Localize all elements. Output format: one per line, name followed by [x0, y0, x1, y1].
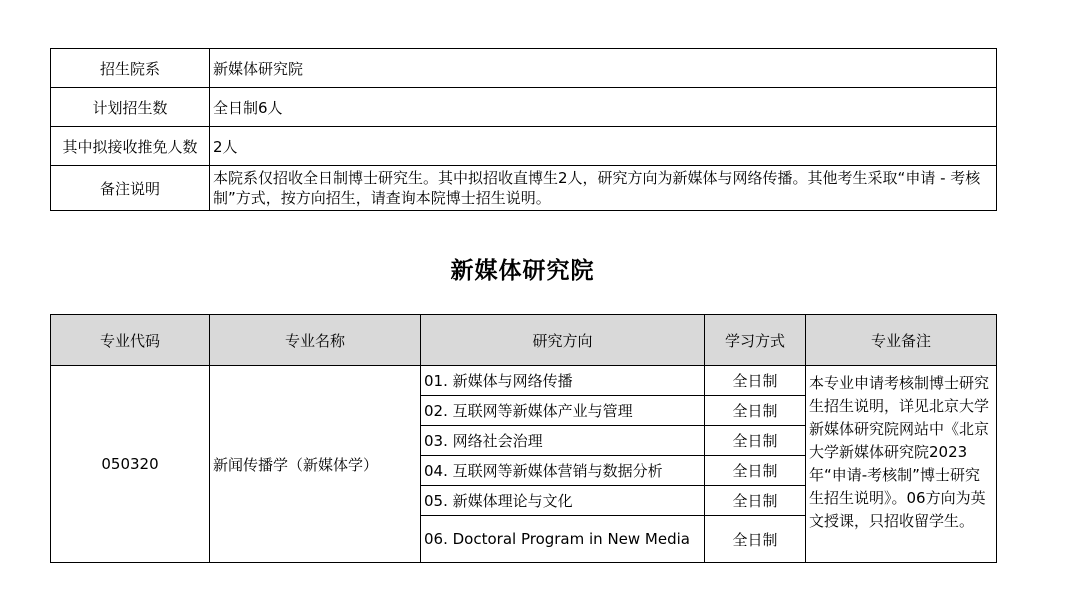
mode-cell: 全日制 — [705, 366, 806, 396]
mode-cell: 全日制 — [705, 426, 806, 456]
header-direction: 研究方向 — [421, 315, 705, 366]
header-name: 专业名称 — [210, 315, 421, 366]
info-row-recommended — [51, 127, 997, 166]
info-label: 招生院系 — [51, 49, 210, 88]
info-row-department — [51, 49, 997, 88]
page-title: 新媒体研究院 — [450, 258, 595, 284]
info-row-plan — [51, 88, 997, 127]
info-value: 全日制6人 — [210, 88, 997, 127]
header-row — [51, 315, 997, 366]
direction-cell: 04. 互联网等新媒体营销与数据分析 — [421, 456, 705, 486]
info-label: 备注说明 — [51, 166, 210, 211]
direction-cell: 06. Doctoral Program in New Media — [421, 516, 705, 563]
mode-cell: 全日制 — [705, 486, 806, 516]
info-value: 2人 — [210, 127, 997, 166]
info-value: 本院系仅招收全日制博士研究生。其中拟招收直博生2人，研究方向为新媒体与网络传播。其他考生采取“申请 - 考核制”方式，按方向招生，请查询本院博士招生说明。 — [210, 166, 997, 211]
mode-cell: 全日制 — [705, 456, 806, 486]
header-code: 专业代码 — [51, 315, 210, 366]
direction-cell: 02. 互联网等新媒体产业与管理 — [421, 396, 705, 426]
info-row-remark — [51, 166, 997, 211]
direction-cell: 03. 网络社会治理 — [421, 426, 705, 456]
info-label: 计划招生数 — [51, 88, 210, 127]
header-mode: 学习方式 — [705, 315, 806, 366]
info-table — [50, 48, 997, 211]
mode-cell: 全日制 — [705, 396, 806, 426]
mode-cell: 全日制 — [705, 516, 806, 563]
program-note: 本专业申请考核制博士研究生招生说明，详见北京大学新媒体研究院网站中《北京大学新媒体研究院2023年“申请-考核制”博士研究生招生说明》。06方向为英文授课，只招收留学生。 — [806, 366, 997, 563]
program-name: 新闻传播学（新媒体学） — [210, 366, 421, 563]
header-note: 专业备注 — [806, 315, 997, 366]
program-code: 050320 — [51, 366, 210, 563]
program-table — [50, 314, 997, 563]
direction-cell: 01. 新媒体与网络传播 — [421, 366, 705, 396]
info-label: 其中拟接收推免人数 — [51, 127, 210, 166]
table-row — [51, 366, 997, 396]
direction-cell: 05. 新媒体理论与文化 — [421, 486, 705, 516]
info-value: 新媒体研究院 — [210, 49, 997, 88]
